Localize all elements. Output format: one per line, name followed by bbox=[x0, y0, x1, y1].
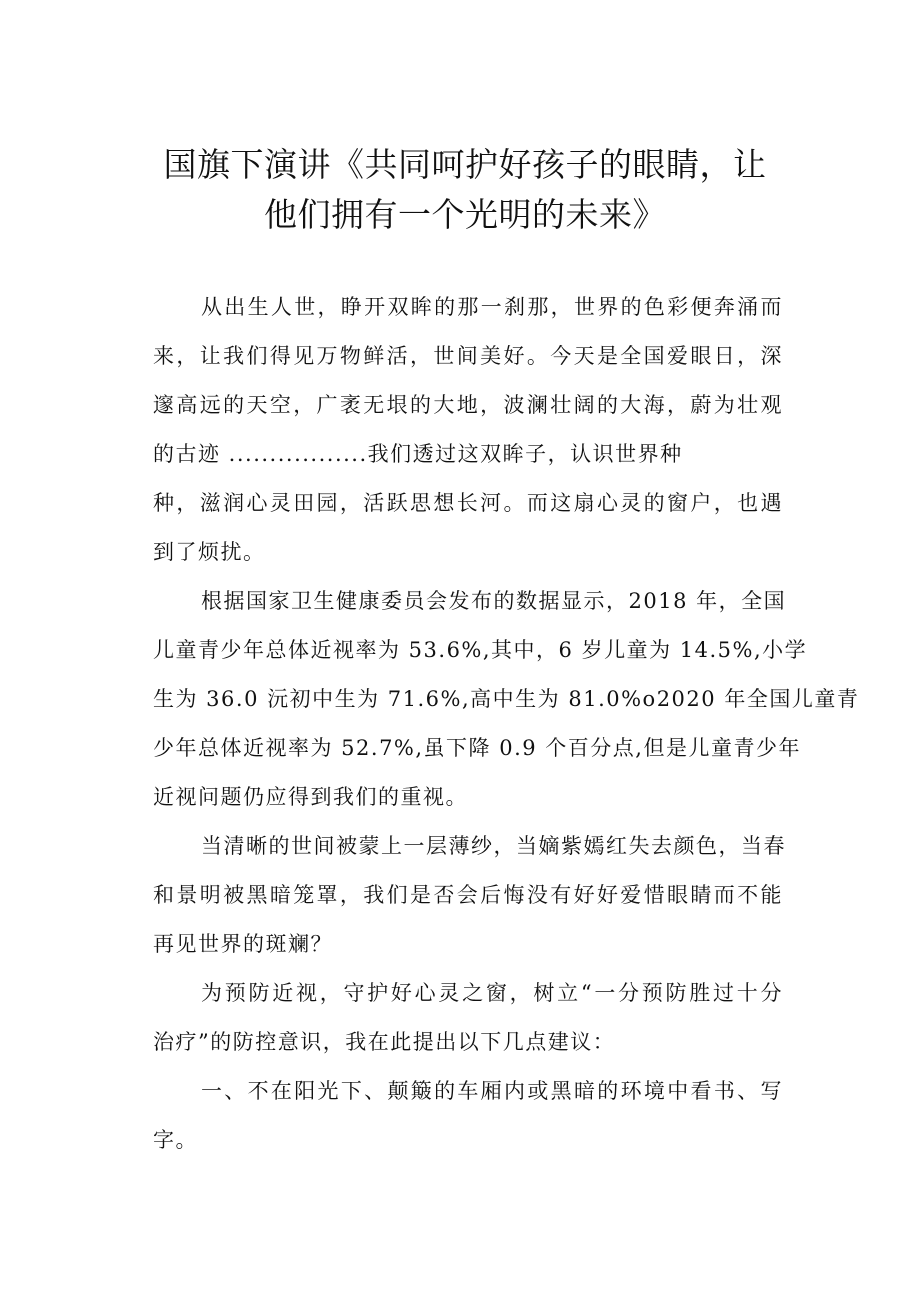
text-line: 从出生人世，睁开双眸的那一刹那，世界的色彩便奔涌而 bbox=[201, 295, 783, 319]
text-line: 的古迹 .................我们透过这双眸子，认识世界种 bbox=[153, 442, 683, 466]
text-line: 儿童青少年总体近视率为 53.6%,其中，6 岁儿童为 14.5%,小学 bbox=[153, 638, 808, 662]
text-line: 和景明被黑暗笼罩，我们是否会后悔没有好好爱惜眼睛而不能 bbox=[153, 883, 783, 907]
paragraph-3 bbox=[153, 822, 786, 969]
text-line: 为预防近视，守护好心灵之窗，树立“一分预防胜过十分 bbox=[201, 981, 783, 1005]
title-line-2: 他们拥有一个光明的未来》 bbox=[264, 195, 666, 234]
document-title bbox=[150, 140, 780, 240]
text-line: 近视问题仍应得到我们的重视。 bbox=[153, 785, 468, 809]
paragraph-1 bbox=[153, 283, 783, 577]
paragraph-4 bbox=[153, 969, 783, 1067]
text-line: 治疗”的防控意识，我在此提出以下几点建议： bbox=[153, 1030, 616, 1054]
paragraph-5 bbox=[153, 1067, 783, 1165]
text-line: 少年总体近视率为 52.7%,虽下降 0.9 个百分点,但是儿童青少年 bbox=[153, 736, 801, 760]
text-line: 种，滋润心灵田园，活跃思想长河。而这扇心灵的窗户，也遇 bbox=[153, 491, 783, 515]
text-line: 根据国家卫生健康委员会发布的数据显示，2018 年，全国 bbox=[201, 589, 787, 613]
text-line: 再见世界的斑斓？ bbox=[153, 932, 333, 956]
text-line: 当清晰的世间被蒙上一层薄纱，当嫡紫嫣红失去颜色，当春 bbox=[201, 834, 786, 858]
document-body bbox=[153, 283, 860, 1165]
text-line: 邃高远的天空，广袤无垠的大地，波澜壮阔的大海，蔚为壮观 bbox=[153, 393, 783, 417]
text-line: 字。 bbox=[153, 1128, 198, 1152]
text-line: 一、不在阳光下、颠簸的车厢内或黑暗的环境中看书、写 bbox=[201, 1079, 783, 1103]
text-line: 生为 36.0 沅初中生为 71.6%,高中生为 81.0%o2020 年全国儿童青 bbox=[153, 687, 860, 711]
text-line: 到了烦扰。 bbox=[153, 540, 266, 564]
text-line: 来，让我们得见万物鲜活，世间美好。今天是全国爱眼日，深 bbox=[153, 344, 783, 368]
title-line-1: 国旗下演讲《共同呵护好孩子的眼睛，让 bbox=[163, 145, 767, 184]
paragraph-2 bbox=[153, 577, 860, 822]
